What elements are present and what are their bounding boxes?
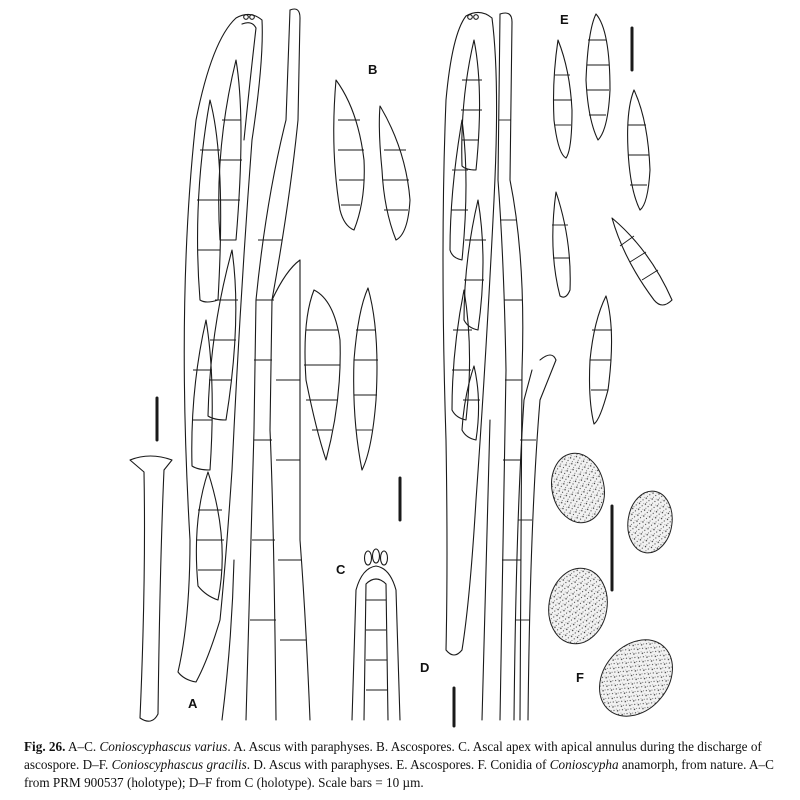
panel-d-drawing — [443, 12, 556, 726]
ascospore-in-ascus — [219, 60, 241, 240]
ascospore-e — [586, 14, 610, 140]
species-name: Conioscyphascus gracilis — [111, 757, 247, 772]
panel-label-a: A — [188, 696, 198, 711]
ascospore-in-ascus — [462, 366, 479, 440]
ascospore-e — [612, 218, 672, 305]
paraphysis-left — [130, 456, 172, 721]
paraphysis-a — [270, 9, 300, 720]
conidium — [543, 564, 613, 649]
panel-c-drawing — [157, 398, 400, 720]
panel-a-drawing — [130, 9, 310, 721]
ascospore-e — [590, 296, 613, 424]
ascospore-e — [628, 90, 650, 210]
ascospore-in-ascus — [196, 472, 222, 600]
ascus-d-outline — [443, 12, 497, 655]
caption-text: anamorph, from nature. A–C from PRM 900537 (holotype); D–F from C (holotype). Scale bars = 10 µm. — [24, 757, 774, 790]
panel-label-d: D — [420, 660, 430, 675]
genus-name: Conioscypha — [549, 757, 619, 772]
ascospore-b — [354, 288, 378, 470]
ascospore-b — [304, 290, 340, 460]
conidium — [584, 625, 687, 730]
ascospore-b — [334, 80, 365, 230]
caption-text: A–C. — [65, 739, 100, 754]
ascal-apex — [352, 566, 400, 720]
species-name: Conioscyphascus varius — [99, 739, 228, 754]
paraphysis-d — [528, 355, 556, 720]
conidium — [624, 488, 676, 556]
caption-text: . D. Ascus with paraphyses. E. Ascospores. F. Conidia of — [246, 757, 550, 772]
panel-label-b: B — [368, 62, 378, 77]
panel-e-drawing — [552, 14, 672, 424]
ascospore-e — [552, 192, 570, 297]
ascospore-in-ascus — [198, 100, 221, 302]
panel-f-drawing — [543, 448, 688, 730]
ascospore-b — [379, 106, 410, 240]
panel-label-e: E — [560, 12, 569, 27]
conidium — [545, 448, 610, 527]
figure-caption — [24, 738, 790, 792]
paraphysis-a — [272, 260, 310, 720]
paraphysis-d — [500, 13, 523, 720]
panel-b-drawing — [304, 80, 410, 520]
caption-text: . A. Ascus with paraphyses. B. Ascospores. C. Ascal apex with apical annulus during the discharge of ascospore. D–F. — [24, 739, 762, 772]
panel-label-f: F — [576, 670, 584, 685]
ascospore-e — [554, 40, 573, 158]
ascospore-in-ascus — [452, 290, 470, 420]
ascospore-in-ascus — [450, 120, 466, 260]
panel-label-c: C — [336, 562, 346, 577]
figure-label: Fig. 26. — [24, 739, 66, 754]
